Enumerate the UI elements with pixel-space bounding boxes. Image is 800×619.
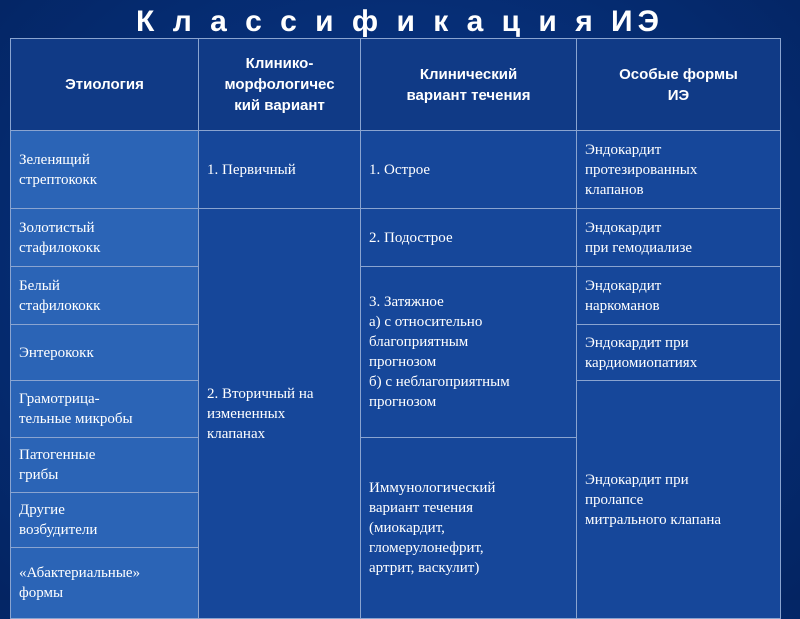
page-title: К л а с с и ф и к а ц и я ИЭ: [136, 5, 664, 38]
etiology-cell: Золотистый стафилококк: [11, 209, 199, 267]
table-row: [11, 209, 781, 267]
classification-table: [10, 38, 781, 619]
course-subacute-cell: 2. Подострое: [361, 209, 577, 267]
table-row: [11, 267, 781, 325]
course-acute-cell: 1. Острое: [361, 131, 577, 209]
etiology-cell: Другие возбудители: [11, 493, 199, 548]
special-form-cell: Эндокардит протезированных клапанов: [577, 131, 781, 209]
header-morphology: Клинико- морфологичес кий вариант: [199, 39, 361, 131]
special-form-cell: Эндокардит при гемодиализе: [577, 209, 781, 267]
course-protracted-cell: 3. Затяжное а) с относительно благоприятным прогнозом б) с неблагоприятным прогнозом: [361, 267, 577, 438]
special-form-cell: Эндокардит при кардиомиопатиях: [577, 325, 781, 381]
morphology-primary-cell: 1. Первичный: [199, 131, 361, 209]
header-special-forms: Особые формы ИЭ: [577, 39, 781, 131]
special-form-cell: Эндокардит наркоманов: [577, 267, 781, 325]
morphology-secondary-cell: 2. Вторичный на измененных клапанах: [199, 209, 361, 619]
header-etiology: Этиология: [11, 39, 199, 131]
etiology-cell: Патогенные грибы: [11, 438, 199, 493]
etiology-cell: «Абактериальные» формы: [11, 548, 199, 619]
course-immunological-cell: Иммунологический вариант течения (миокардит, гломерулонефрит, артрит, васкулит): [361, 438, 577, 619]
table-row: [11, 131, 781, 209]
table-header-row: [11, 39, 781, 131]
special-form-cell: Эндокардит при пролапсе митрального клапана: [577, 381, 781, 619]
etiology-cell: Энтерококк: [11, 325, 199, 381]
header-course: Клинический вариант течения: [361, 39, 577, 131]
etiology-cell: Белый стафилококк: [11, 267, 199, 325]
etiology-cell: Зеленящий стрептококк: [11, 131, 199, 209]
etiology-cell: Грамотрица- тельные микробы: [11, 381, 199, 438]
